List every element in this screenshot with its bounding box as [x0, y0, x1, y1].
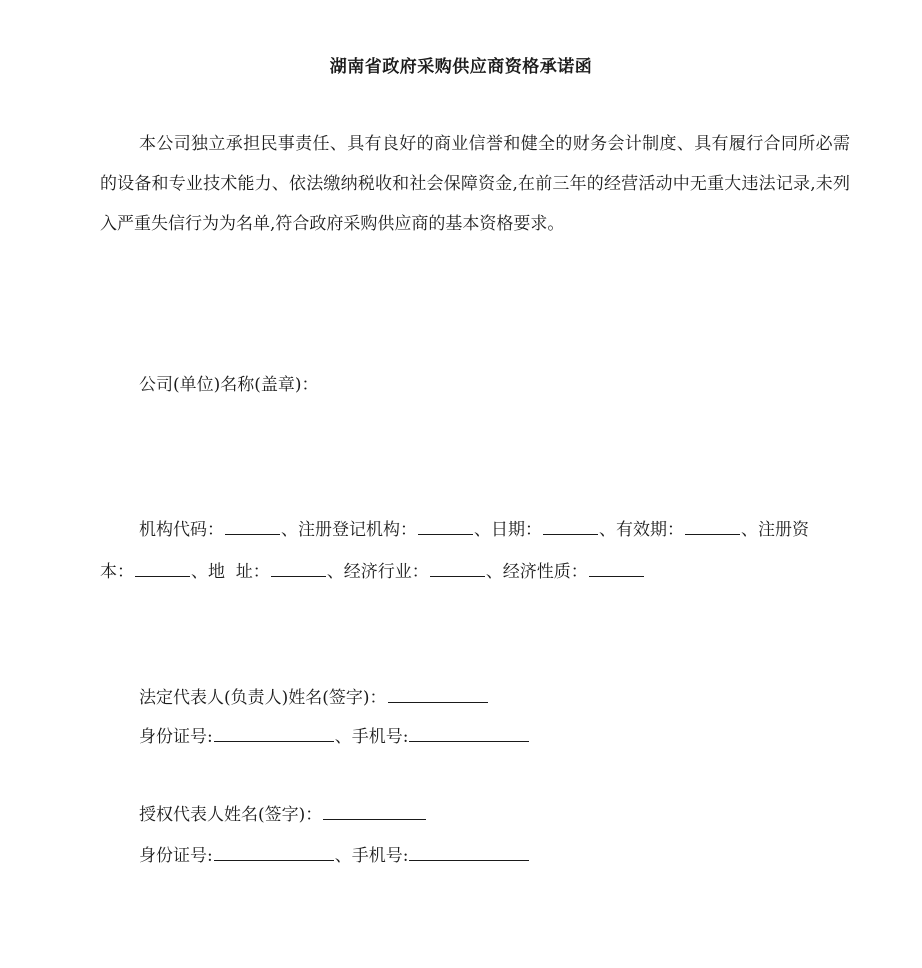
legal-rep-id-label: 身份证号:	[139, 727, 213, 747]
authorized-rep-id-label: 身份证号:	[139, 846, 213, 866]
industry-label: 、经济行业：	[326, 562, 429, 582]
authorized-rep-id-field[interactable]	[214, 844, 334, 861]
date-label: 、日期：	[474, 520, 542, 540]
org-info-line-2	[100, 557, 645, 582]
date-field[interactable]	[543, 518, 598, 535]
authorized-rep-name-label: 授权代表人姓名(签字)：	[139, 805, 323, 825]
legal-rep-phone-field[interactable]	[409, 725, 529, 742]
legal-rep-contact-line	[139, 722, 530, 747]
legal-rep-signature-field[interactable]	[388, 686, 488, 703]
org-code-field[interactable]	[225, 518, 280, 535]
authorized-rep-contact-line	[139, 841, 530, 866]
legal-rep-id-field[interactable]	[214, 725, 334, 742]
company-name-label: 公司(单位)名称(盖章)：	[139, 375, 319, 395]
reg-authority-field[interactable]	[418, 518, 473, 535]
reg-capital-label-start: 、注册资	[741, 520, 809, 540]
commitment-paragraph: 本公司独立承担民事责任、具有良好的商业信誉和健全的财务会计制度、具有履行合同所必需的设备和专业技术能力、依法缴纳税收和社会保障资金,在前三年的经营活动中无重大违法记录,未列入严重失信行为为名单,符合政府采购供应商的基本资格要求。	[100, 134, 850, 234]
reg-authority-label: 、注册登记机构：	[281, 520, 417, 540]
reg-capital-label-end: 本：	[100, 562, 134, 582]
authorized-rep-signature-field[interactable]	[323, 803, 426, 820]
document-title: 湖南省政府采购供应商资格承诺函	[329, 57, 593, 77]
authorized-rep-name-line	[139, 800, 427, 825]
legal-rep-name-line	[139, 683, 489, 708]
org-code-label: 机构代码：	[139, 520, 224, 540]
legal-rep-phone-label: 、手机号:	[334, 727, 409, 747]
nature-field[interactable]	[589, 560, 644, 577]
legal-rep-name-label: 法定代表人(负责人)姓名(签字)：	[139, 688, 387, 708]
authorized-rep-phone-label: 、手机号:	[334, 846, 409, 866]
nature-label: 、经济性质：	[485, 562, 588, 582]
validity-label: 、有效期：	[599, 520, 684, 540]
validity-field[interactable]	[685, 518, 740, 535]
address-label: 、地 址：	[191, 562, 270, 582]
company-name-line	[139, 370, 319, 395]
reg-capital-field[interactable]	[135, 560, 190, 577]
org-info-line-1	[139, 515, 809, 540]
address-field[interactable]	[271, 560, 326, 577]
authorized-rep-phone-field[interactable]	[409, 844, 529, 861]
industry-field[interactable]	[430, 560, 485, 577]
